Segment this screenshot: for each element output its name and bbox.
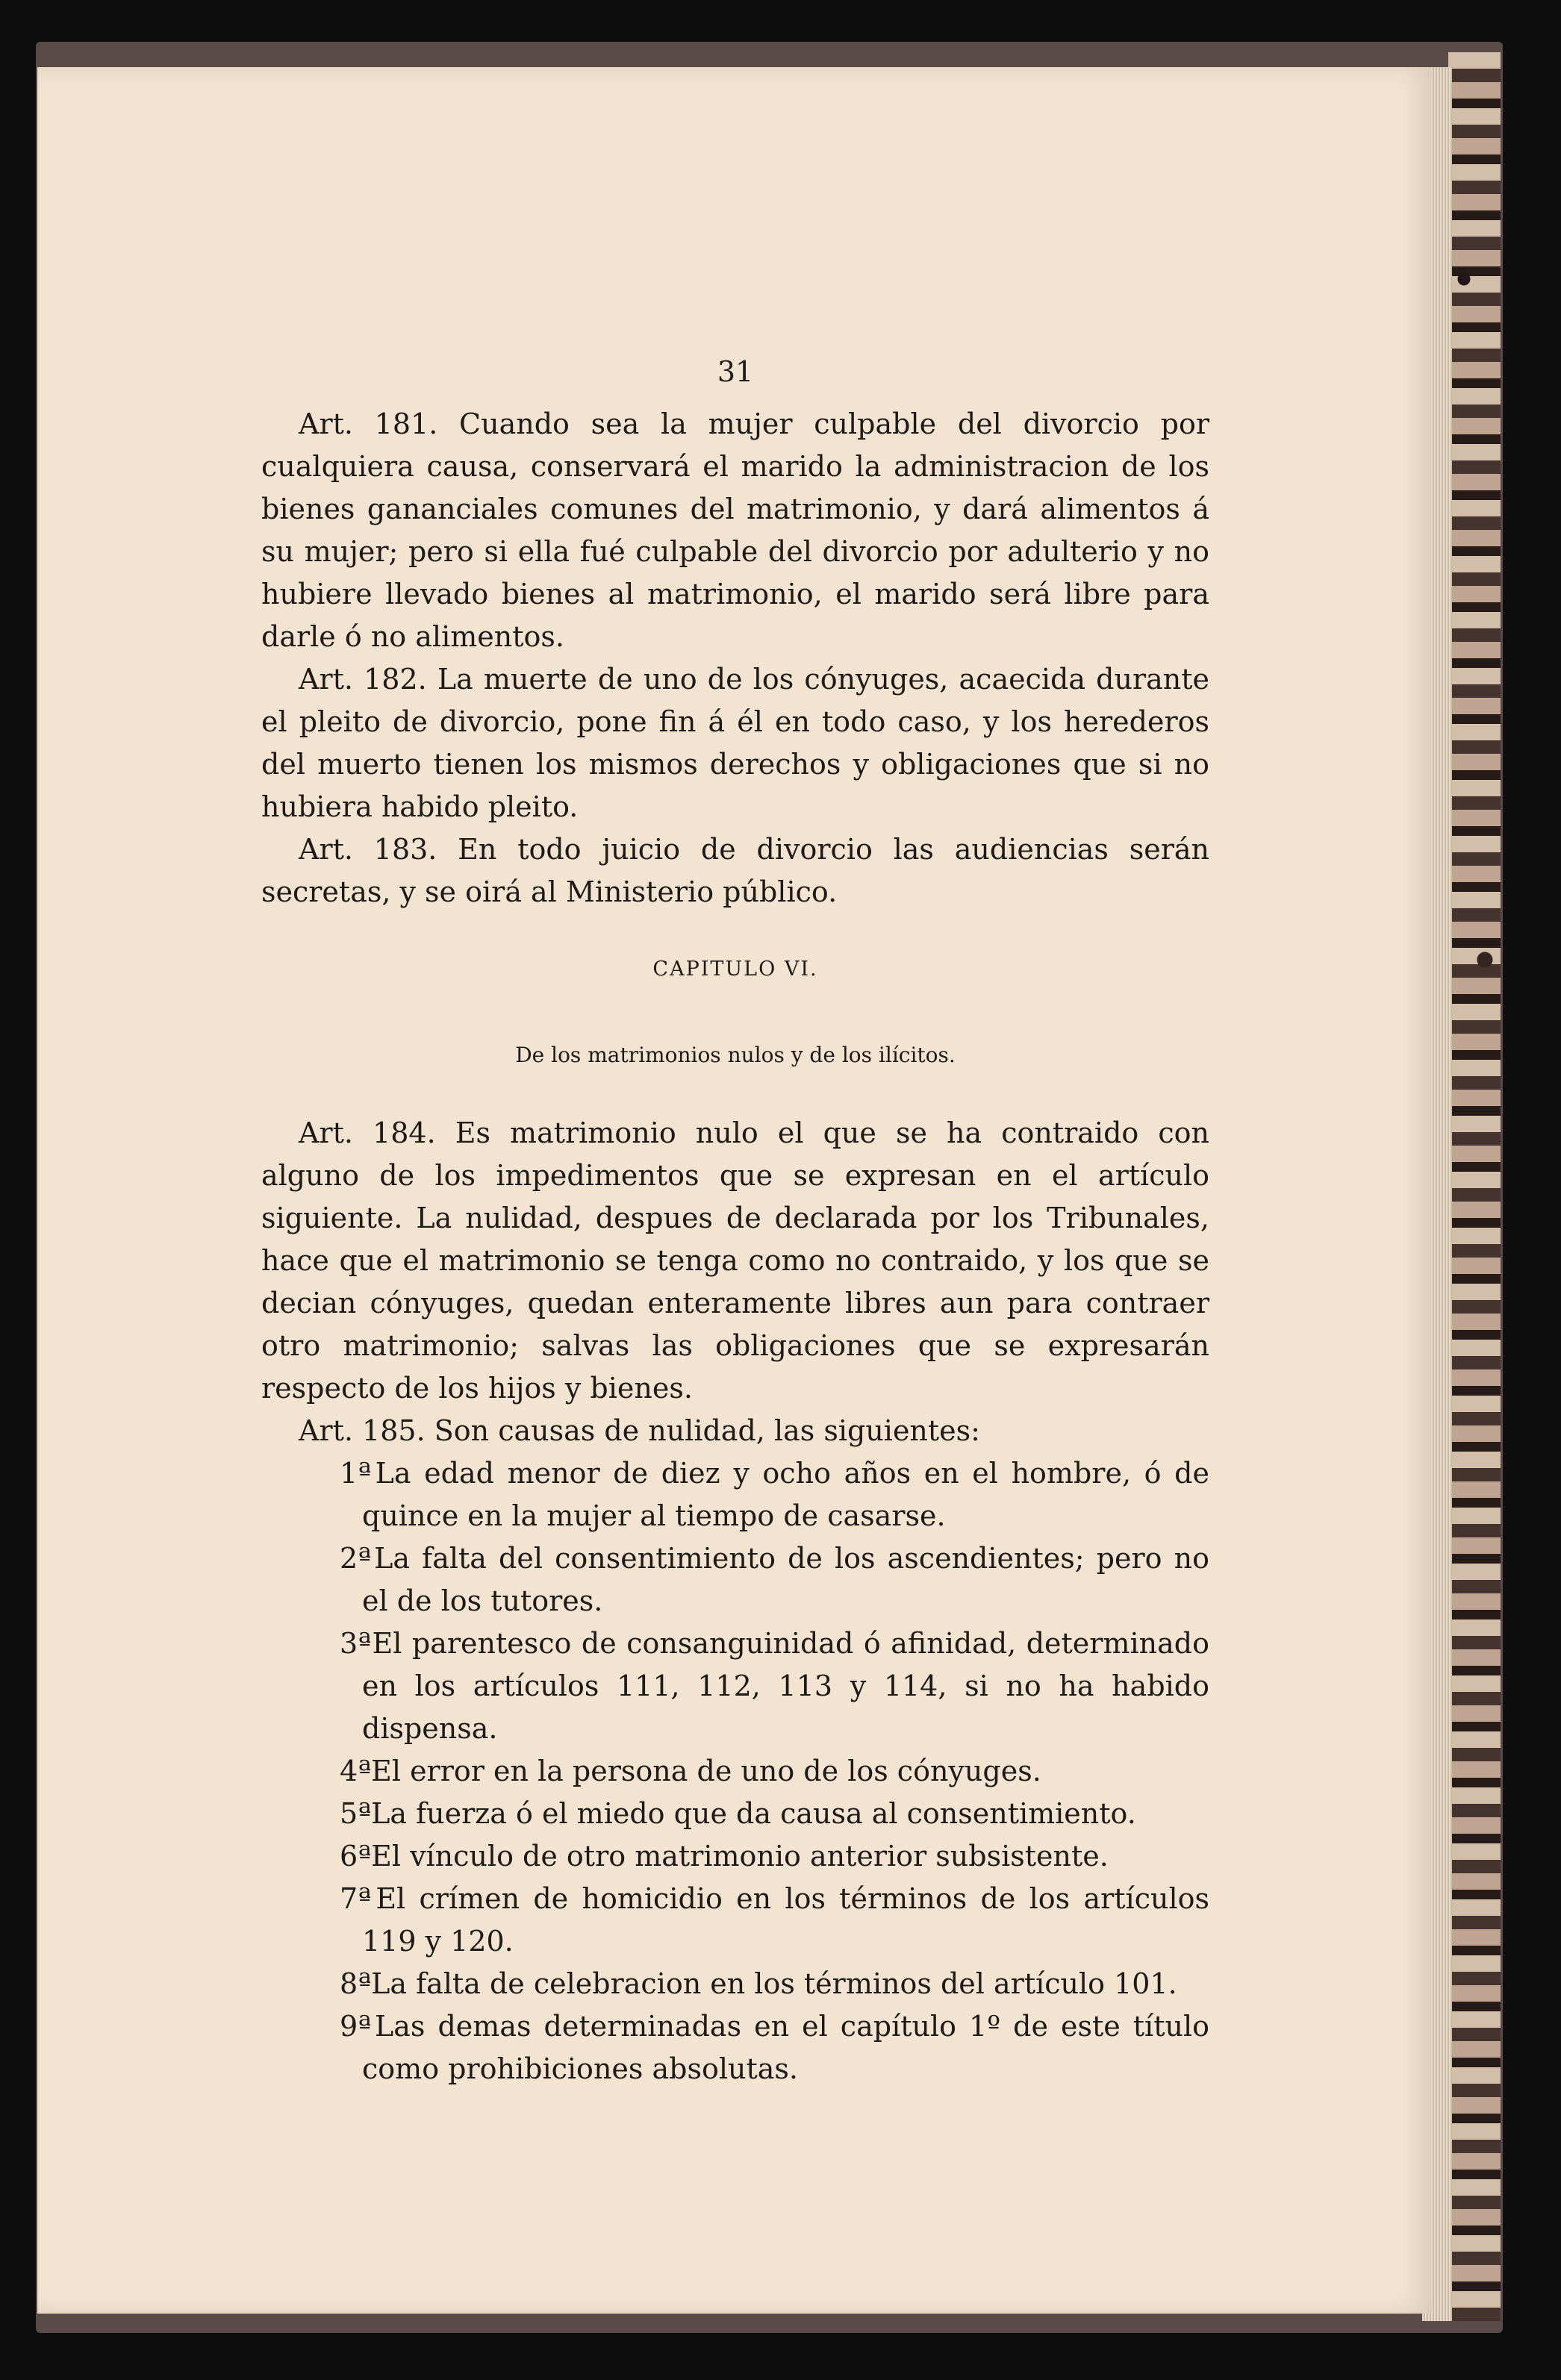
- list-item: 3ª El parentesco de consanguinidad ó afinidad, determinado en los artículos 111, 112, 113 y 114, si no ha habido dispensa.: [340, 1627, 1209, 1745]
- list-item: 7ª El crímen de homicidio en los términos de los artículos 119 y 120.: [340, 1882, 1209, 1958]
- page-number: 31: [717, 355, 754, 388]
- chapter-subtitle: De los matrimonios nulos y de los ilícitos.: [515, 1043, 956, 1067]
- list-item: 9ª Las demas determinadas en el capítulo 1º de este título como prohibiciones absolutas.: [340, 2010, 1209, 2085]
- list-item: 2ª La falta del consentimiento de los ascendientes; pero no el de los tutores.: [340, 1542, 1209, 1617]
- list-item: 6ª El vínculo de otro matrimonio anterior subsistente.: [340, 1840, 1109, 1873]
- list-item: 5ª La fuerza ó el miedo que da causa al consentimiento.: [340, 1797, 1136, 1830]
- list-item: 4ª El error en la persona de uno de los cónyuges.: [340, 1755, 1041, 1787]
- marbled-edge: [1448, 52, 1501, 2321]
- list-item: 1ª La edad menor de diez y ocho años en el hombre, ó de quince en la mujer al tiempo de casarse.: [340, 1457, 1209, 1532]
- causes-list: [261, 1452, 1209, 2090]
- article-183: Art. 183. En todo juicio de divorcio las audiencias serán secretas, y se oirá al Ministerio público.: [261, 833, 1209, 908]
- article-181: Art. 181. Cuando sea la mujer culpable del divorcio por cualquiera causa, conservará el marido la administracion de los bienes gananciales comunes del matrimonio, y dará alimentos á su mujer; pero si ella fué culpable del divorcio por adulterio y no hubiere llevado bienes al matrimonio, el marido será libre para darle ó no alimentos.: [261, 407, 1209, 653]
- article-184: Art. 184. Es matrimonio nulo el que se ha contraido con alguno de los impedimentos que se expresan en el artículo siguiente. La nulidad, despues de declarada por los Tribunales, hace que el matrimonio se tenga como no contraido, y los que se decian cónyuges, quedan enteramente libres aun para contraer otro matrimonio; salvas las obligaciones que se expresarán respecto de los hijos y bienes.: [261, 1116, 1209, 1405]
- articles-top: [261, 403, 1209, 913]
- list-item: 8ª La falta de celebracion en los términos del artículo 101.: [340, 1967, 1177, 2000]
- chapter-title: CAPITULO VI.: [652, 958, 818, 981]
- article-182: Art. 182. La muerte de uno de los cónyuges, acaecida durante el pleito de divorcio, pone fin á él en todo caso, y los herederos del muerto tienen los mismos derechos y obligaciones que si no hubiera habido pleito.: [261, 663, 1209, 823]
- articles-bottom: [261, 1112, 1209, 2090]
- article-185: Art. 185. Son causas de nulidad, las siguientes:: [299, 1414, 980, 1447]
- book-page: [37, 67, 1432, 2314]
